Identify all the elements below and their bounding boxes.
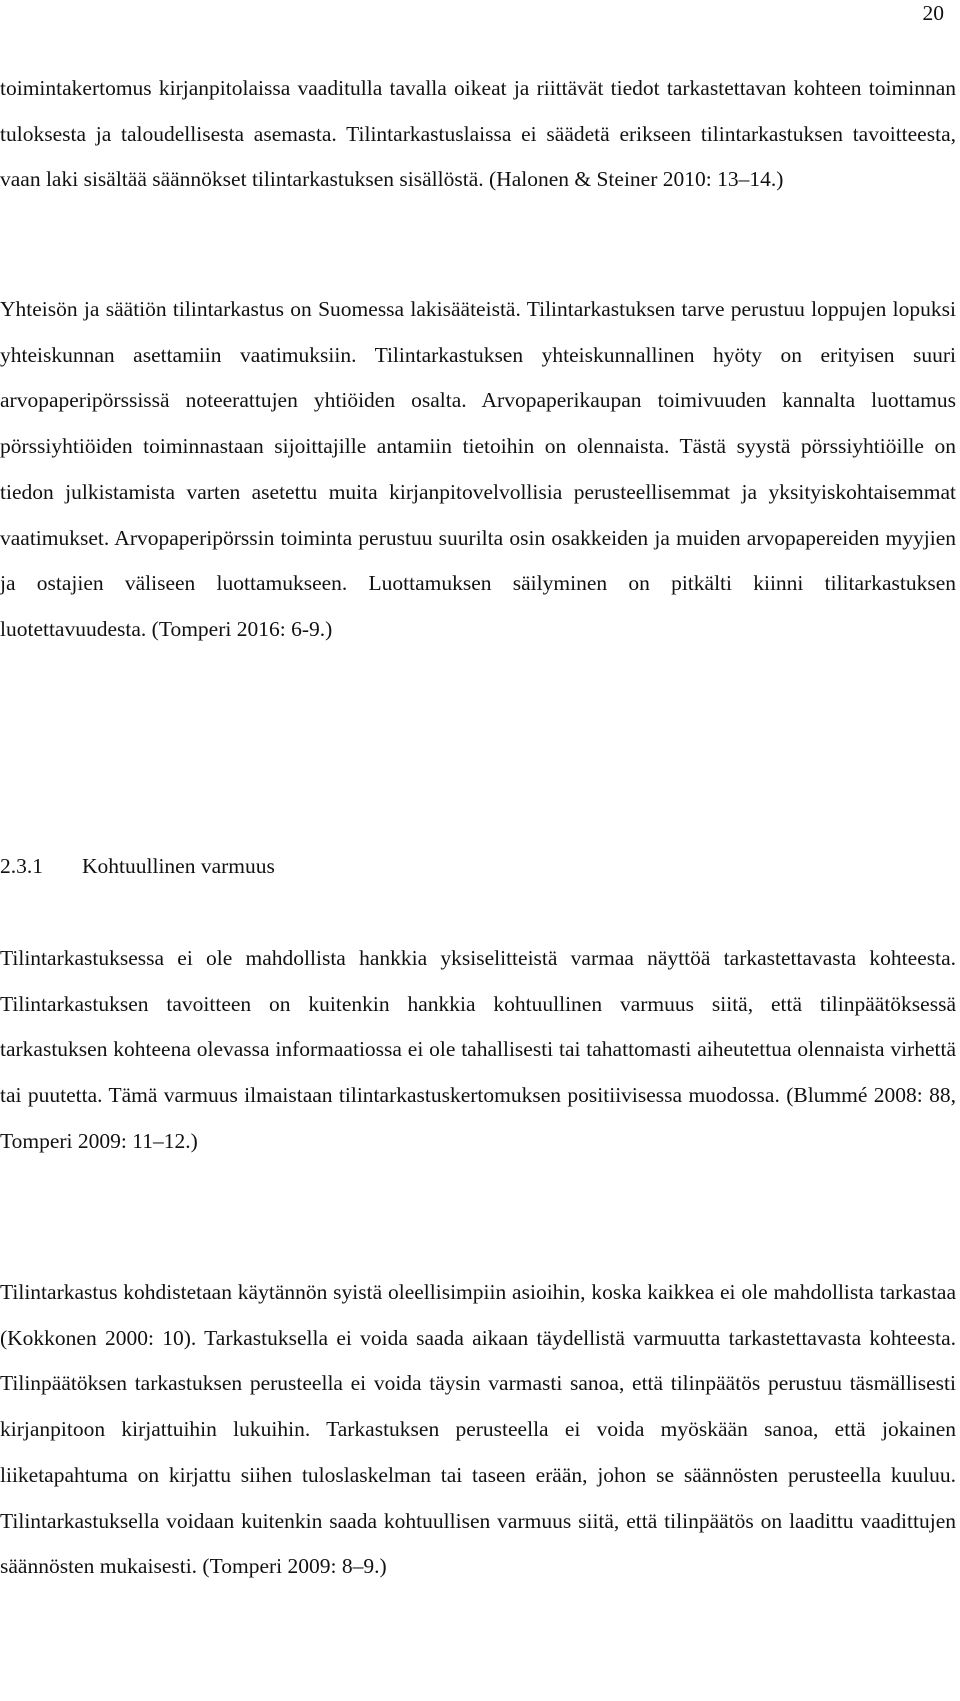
paragraph: toimintakertomus kirjanpitolaissa vaaditulla tavalla oikeat ja riittävät tiedot tarkastettavan kohteen toiminnan tuloksesta ja taloudellisesta asemasta. Tilintarkastuslaissa ei säädetä erikseen tilintarkastuksen tavoitteesta, vaan laki sisältää säännökset tilintarkastuksen sisällöstä. (Halonen & Steiner 2010: 13–14.): [0, 76, 956, 192]
paragraph-2-block: [0, 287, 956, 653]
paragraph: Yhteisön ja säätiön tilintarkastus on Suomessa lakisääteistä. Tilintarkastuksen tarve perustuu loppujen lopuksi yhteiskunnan asettamiin vaatimuksiin. Tilintarkastuksen yhteiskunnallinen hyöty on erityisen suuri arvopaperipörssissä noteerattujen yhtiöiden osalta. Arvopaperikaupan toimivuuden kannalta luottamus pörssiyhtiöiden toiminnastaan sijoittajille antamiin tietoihin on olennaista. Tästä syystä pörssiyhtiöille on tiedon julkistamista varten asetettu muita kirjanpitovelvollisia perusteellisemmat ja yksityiskohtaisemmat vaatimukset. Arvopaperipörssin toiminta perustuu suurilta osin osakkeiden ja muiden arvopapereiden myyjien ja ostajien väliseen luottamukseen. Luottamuksen säilyminen on pitkälti kiinni tilitarkastuksen luotettavuudesta. (Tomperi 2016: 6-9.): [0, 297, 956, 641]
page-number: 20: [922, 1, 944, 25]
paragraph-1-block: [0, 66, 956, 203]
paragraph-3-block: [0, 936, 956, 1165]
section-number: 2.3.1: [0, 854, 43, 878]
paragraph: Tilintarkastus kohdistetaan käytännön syistä oleellisimpiin asioihin, koska kaikkea ei ole mahdollista tarkastaa (Kokkonen 2000: 10). Tarkastuksella ei voida saada aikaan täydellistä varmuutta tarkastettavasta kohteesta. Tilinpäätöksen tarkastuksen perusteella ei voida täysin varmasti sanoa, että tilinpäätös perustuu täsmällisesti kirjanpitoon kirjattuihin lukuihin. Tarkastuksen perusteella ei voida myöskään sanoa, että jokainen liiketapahtuma on kirjattu siihen tuloslaskelman tai taseen erään, johon se säännösten perusteella kuuluu. Tilintarkastuksella voidaan kuitenkin saada kohtuullisen varmuus siitä, että tilinpäätös on laadittu vaadittujen säännösten mukaisesti. (Tomperi 2009: 8–9.): [0, 1280, 956, 1579]
section-heading: [0, 846, 275, 886]
paragraph-4-block: [0, 1270, 956, 1590]
section-title: Kohtuullinen varmuus: [82, 854, 275, 878]
paragraph: Tilintarkastuksessa ei ole mahdollista hankkia yksiselitteistä varmaa näyttöä tarkastettavasta kohteesta. Tilintarkastuksen tavoitteen on kuitenkin hankkia kohtuullinen varmuus siitä, että tilinpäätöksessä tarkastuksen kohteena olevassa informaatiossa ei ole tahallisesti tai tahattomasti aiheutettua olennaista virhettä tai puutetta. Tämä varmuus ilmaistaan tilintarkastuskertomuksen positiivisessa muodossa. (Blummé 2008: 88, Tomperi 2009: 11–12.): [0, 946, 956, 1153]
